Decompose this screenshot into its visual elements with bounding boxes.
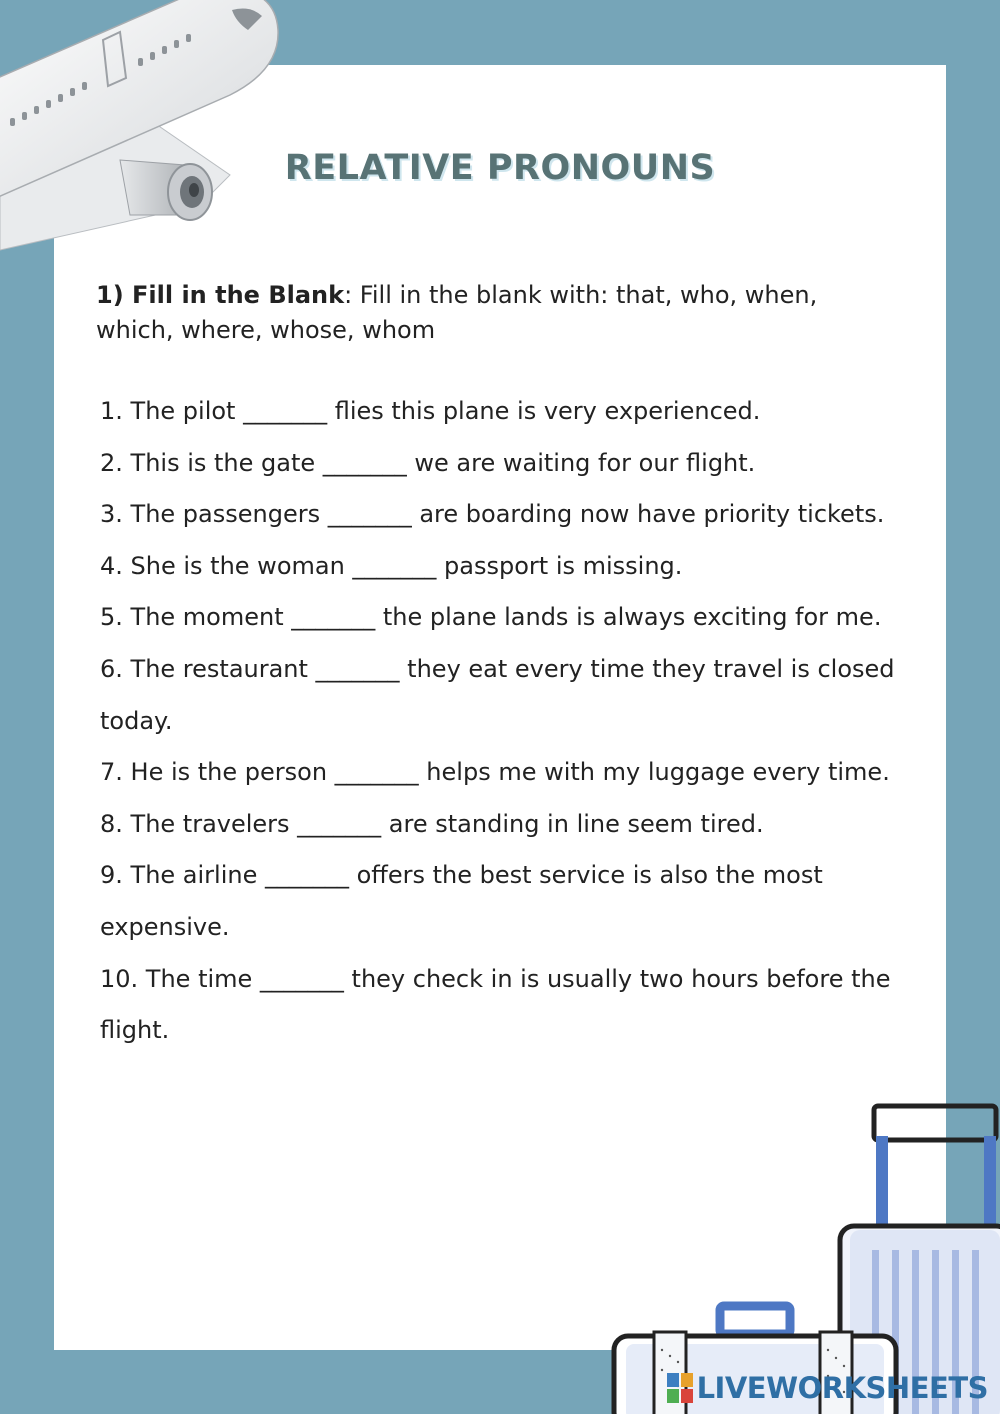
luggage-illustration	[608, 1100, 1000, 1414]
liveworksheets-logo-icon	[667, 1373, 693, 1403]
question-10: 10. The time _______ they check in is usually two hours before the flight.	[100, 964, 891, 1045]
question-6: 6. The restaurant _______ they eat every time they travel is closed today.	[100, 654, 895, 735]
instructions	[96, 278, 876, 348]
airplane-illustration	[0, 0, 300, 260]
question-1: 1. The pilot _______ flies this plane is very experienced.	[100, 397, 761, 425]
liveworksheets-logo-text: LIVEWORKSHEETS	[696, 1371, 988, 1405]
liveworksheets-logo	[667, 1370, 988, 1406]
question-7: 7. He is the person _______ helps me with my luggage every time.	[100, 758, 890, 787]
instructions-label: 1) Fill in the Blank	[96, 281, 345, 309]
instructions-text: : Fill in the blank with: that, who, when, which, where, whose, whom	[96, 281, 818, 344]
question-5: 5. The moment _______ the plane lands is always exciting for me.	[100, 603, 882, 632]
page-title: RELATIVE PRONOUNS	[284, 148, 716, 188]
question-8: 8. The travelers _______ are standing in line seem tired.	[100, 809, 764, 838]
question-list	[100, 386, 910, 1057]
question-9: 9. The airline _______ offers the best service is also the most expensive.	[100, 861, 823, 941]
question-2: 2. This is the gate _______ we are waiting for our flight.	[100, 448, 756, 477]
question-4: 4. She is the woman _______ passport is missing.	[100, 551, 683, 580]
question-3: 3. The passengers _______ are boarding now have priority tickets.	[100, 500, 885, 529]
